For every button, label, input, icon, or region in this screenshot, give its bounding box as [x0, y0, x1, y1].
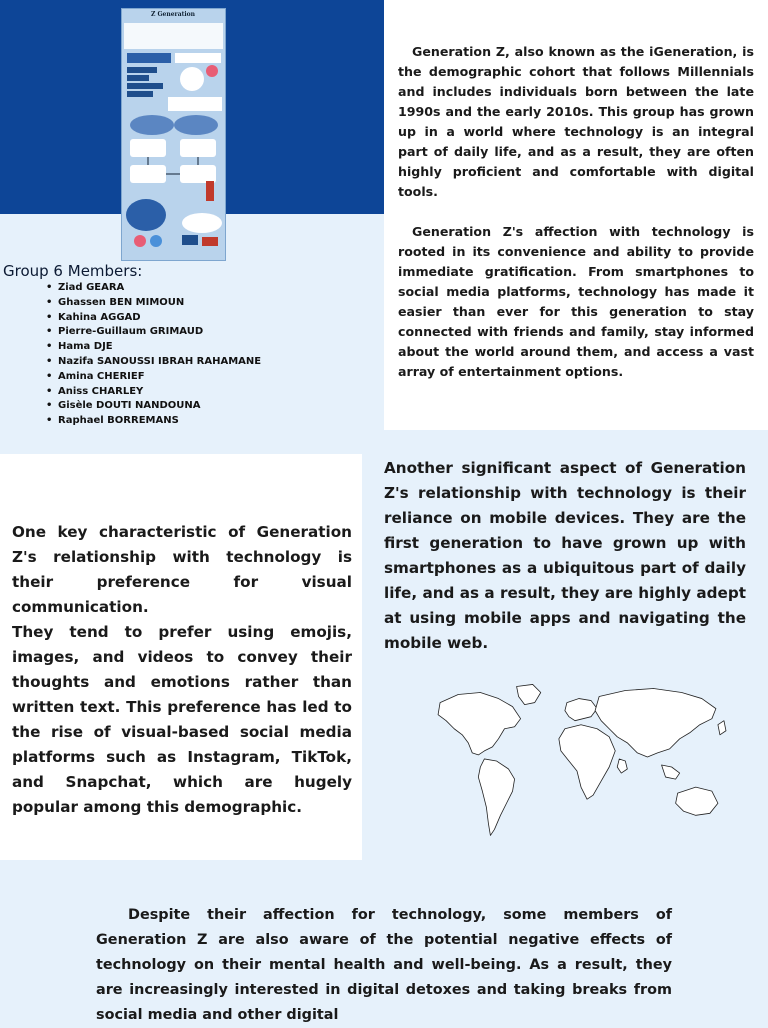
member-item: • Gisèle DOUTI NANDOUNA [46, 399, 261, 414]
infographic-title: Z Generation [150, 11, 196, 18]
mobile-paragraph: Another significant aspect of Generation Z's relationship with technology is their reliance on mobile devices. They are the first generation to have grown up with smartphones as a ubiquitous part of daily life, and as a result, they are highly adept at using mobile apps and navigating the mobile web. [384, 459, 746, 652]
visual-paragraph-body: They tend to prefer using emojis, images, and videos to convey their thoughts and emotions rather than written text. This preference has led to the rise of visual-based social media platforms such as Instagram, TikTok, and Snapchat, which are hugely popular among this demographic. [12, 623, 352, 816]
member-item: • Ghassen BEN MIMOUN [46, 296, 261, 311]
infographic-graphic [122, 9, 225, 260]
affection-paragraph: Generation Z's affection with technology is rooted in its convenience and ability to provide immediate gratification. From smartphones to social media platforms, technology has made it easier than ever for this generation to stay connected with friends and family, stay informed about the world around them, and access a vast array of entertainment options. [398, 224, 754, 379]
member-item: • Hama DJE [46, 340, 261, 355]
infographic-thumbnail[interactable] [121, 8, 226, 261]
detox-paragraph: Despite their affection for technology, some members of Generation Z are also aware of the potential negative effects of technology on their mental health and well-being. As a result, they are increasingly interested in digital detoxes and taking breaks from social media and other digital [96, 907, 672, 1023]
member-item: • Raphael BORREMANS [46, 414, 261, 429]
visual-text-block [12, 520, 352, 820]
member-item: • Nazifa SANOUSSI IBRAH RAHAMANE [46, 355, 261, 370]
member-item: • Kahina AGGAD [46, 311, 261, 326]
members-heading: Group 6 Members: [3, 262, 143, 280]
member-item: • Amina CHERIEF [46, 370, 261, 385]
members-list [46, 281, 261, 429]
member-item: • Ziad GEARA [46, 281, 261, 296]
world-map-icon [428, 680, 730, 852]
member-item: • Pierre-Guillaum GRIMAUD [46, 325, 261, 340]
member-item: • Aniss CHARLEY [46, 385, 261, 400]
visual-paragraph-lead: One key characteristic of Generation Z's relationship with technology is their preference for visual communication. [12, 523, 352, 616]
intro-paragraph: Generation Z, also known as the iGeneration, is the demographic cohort that follows Millennials and includes individuals born between the late 1990s and the early 2010s. This group has grown up in a world where technology is an integral part of daily life, and as a result, they are often highly proficient and comfortable with digital tools. [398, 44, 754, 199]
